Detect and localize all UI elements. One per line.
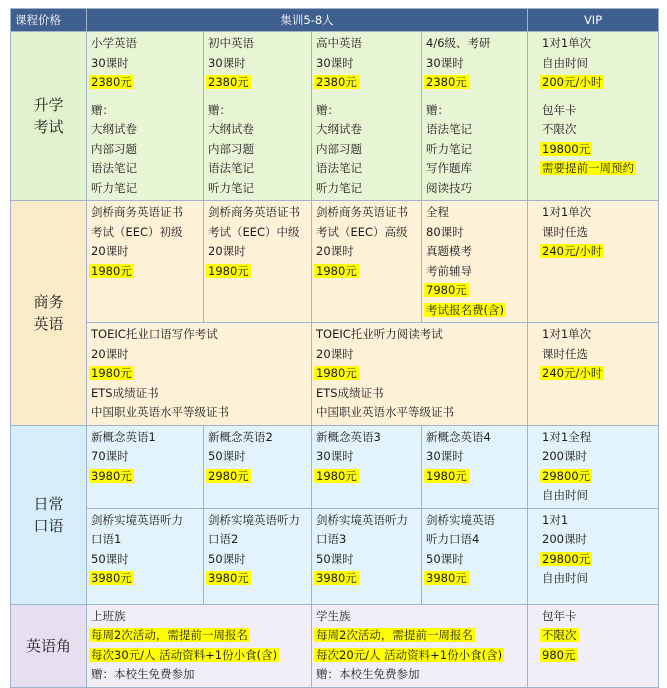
- cell-line: 考前辅导: [426, 263, 472, 278]
- course-cell: [422, 201, 528, 323]
- price-tag: [542, 467, 658, 487]
- price-tag: [91, 262, 203, 282]
- row-richang1: [11, 425, 659, 508]
- price-tag: [426, 467, 527, 487]
- price-tag: [426, 73, 527, 93]
- highlight-line-highlight: 不限次: [542, 628, 577, 642]
- cell-line: 语法笔记: [208, 161, 254, 175]
- course-cell: [312, 323, 528, 426]
- note-tag: [542, 159, 658, 179]
- cell-line: 30课时: [91, 55, 129, 70]
- cell-line: 阅读技巧: [426, 180, 472, 195]
- price-tag-highlight: 1980元: [208, 263, 249, 278]
- price-tag: [426, 281, 527, 301]
- price-tag-highlight: 2980元: [208, 468, 249, 483]
- row-richang2: [11, 508, 659, 604]
- cell-line: 课时任选: [542, 224, 589, 239]
- cell-line: 真题模考: [426, 244, 472, 258]
- cell-line: 听力笔记: [208, 180, 254, 195]
- price-tag: [542, 73, 658, 93]
- course-cell: [422, 425, 528, 508]
- highlight-line-highlight: 每次30元/人 活动资料+1份小食(含): [91, 647, 278, 662]
- price-tag-highlight: 200元/小时: [542, 75, 603, 89]
- cell-line: 上班族: [91, 608, 126, 623]
- cell-line: 剑桥商务英语证书: [208, 205, 300, 219]
- price-tag: [426, 569, 527, 589]
- price-tag-highlight: 3980元: [91, 468, 132, 483]
- price-tag-highlight: 3980元: [316, 571, 357, 585]
- cell-line: 听力笔记: [316, 180, 362, 195]
- cell-line: 20课时: [316, 346, 354, 361]
- price-tag-highlight: 1980元: [316, 263, 357, 278]
- price-tag-highlight: 29800元: [542, 468, 591, 483]
- cell-line: 考试（EEC）初级: [91, 224, 183, 239]
- course-cell: [87, 201, 204, 323]
- highlight-line: [316, 626, 527, 646]
- cell-line: 30课时: [208, 55, 246, 70]
- cell-line: 语法笔记: [426, 122, 472, 136]
- cell-line: 新概念英语3: [316, 429, 381, 444]
- cell-line: 口语2: [208, 532, 239, 546]
- cell-line: 内部习题: [208, 141, 254, 156]
- cell-line: 考试（EEC）高级: [316, 224, 408, 239]
- cell-line: 内部习题: [91, 141, 137, 156]
- category-label: 考试: [33, 118, 64, 136]
- row-toeic: [11, 323, 659, 426]
- cell-line: 考试（EEC）中级: [208, 224, 300, 239]
- row-yingyujiao: [11, 604, 659, 687]
- price-tag-highlight: 19800元: [542, 141, 591, 156]
- highlight-line-highlight: 每周2次活动，需提前一周报名: [91, 628, 248, 642]
- cell-line: 赠：: [426, 102, 449, 117]
- course-cell: [312, 425, 422, 508]
- cell-line: 自由时间: [542, 55, 589, 70]
- cell-line: 小学英语: [91, 36, 137, 50]
- price-tag: [91, 467, 203, 487]
- cell-line: 200课时: [542, 449, 587, 463]
- course-cell: [87, 425, 204, 508]
- cell-line: 1对1单次: [542, 327, 592, 341]
- cell-line: 课时任选: [542, 346, 589, 361]
- cell-line: 50课时: [316, 551, 354, 566]
- cell-line: 剑桥实境英语听力: [208, 512, 300, 527]
- cell-line: 赠：本校生免费参加: [316, 667, 420, 681]
- category-label: 口语: [33, 516, 64, 535]
- note-tag-highlight: 需要提前一周预约: [542, 161, 635, 175]
- cell-line: 包年卡: [542, 102, 577, 117]
- cell-line: 全程: [426, 205, 449, 219]
- cell-line: 听力笔记: [426, 141, 472, 156]
- cell-line: 大纲试卷: [91, 122, 137, 136]
- price-tag: [316, 262, 421, 282]
- highlight-line-highlight: 每次20元/人 活动资料+1份小食(含): [316, 647, 503, 662]
- cell-line: 高中英语: [316, 36, 362, 50]
- cell-line: 语法笔记: [91, 161, 137, 175]
- header-vip: VIP: [528, 9, 659, 32]
- vip-cell: [528, 323, 659, 426]
- price-tag: [542, 364, 658, 384]
- highlight-line-highlight: 980元: [542, 647, 576, 662]
- price-tag: [316, 364, 527, 384]
- highlight-line: [91, 646, 311, 666]
- cell-line: 赠：本校生免费参加: [91, 667, 195, 681]
- cell-line: 剑桥商务英语证书: [91, 205, 183, 219]
- price-tag-highlight: 1980元: [91, 263, 132, 278]
- vip-cell: [528, 508, 659, 604]
- vip-cell: [528, 32, 659, 201]
- course-cell: [87, 508, 204, 604]
- price-tag-highlight: 3980元: [91, 571, 132, 585]
- price-tag-highlight: 1980元: [91, 366, 132, 380]
- note-tag: [426, 301, 527, 321]
- course-cell: [204, 32, 312, 201]
- cell-line: 赠：: [208, 102, 231, 117]
- price-tag: [316, 73, 421, 93]
- category-label: 英语: [33, 314, 64, 333]
- cell-line: 30课时: [426, 55, 464, 70]
- cell-line: 自由时间: [542, 488, 589, 502]
- category-shangwu: [11, 201, 87, 426]
- header-group-training: 集训5-8人: [87, 9, 528, 32]
- cell-line: 200课时: [542, 532, 587, 546]
- category-label: 英语角: [25, 636, 71, 655]
- category-shengxue: [11, 32, 87, 201]
- cell-line: 20课时: [91, 346, 129, 361]
- cell-line: TOEIC托业口语写作考试: [91, 327, 218, 341]
- course-cell: [87, 32, 204, 201]
- cell-line: 新概念英语4: [426, 429, 491, 444]
- cell-line: 50课时: [208, 449, 246, 463]
- course-cell: [87, 323, 312, 426]
- course-cell: [312, 508, 422, 604]
- cell-line: 语法笔记: [316, 161, 362, 175]
- cell-line: 中国职业英语水平等级证书: [316, 405, 454, 419]
- course-cell: [87, 604, 312, 687]
- cell-line: 50课时: [208, 551, 246, 566]
- category-richang1: [11, 425, 87, 604]
- price-tag-highlight: 240元/小时: [542, 366, 603, 380]
- cell-line: 70课时: [91, 449, 129, 463]
- price-tag: [542, 550, 658, 570]
- cell-line: 听力口语4: [426, 532, 480, 546]
- price-tag: [91, 73, 203, 93]
- cell-line: ETS成绩证书: [91, 385, 159, 400]
- price-tag: [91, 364, 311, 384]
- cell-line: 听力笔记: [91, 180, 137, 195]
- cell-line: 中国职业英语水平等级证书: [91, 405, 229, 419]
- note-tag-highlight: 考试报名费(含): [426, 302, 504, 317]
- cell-line: 1对1单次: [542, 36, 592, 50]
- price-tag-highlight: 7980元: [426, 283, 467, 297]
- cell-line: 新概念英语1: [91, 429, 156, 444]
- highlight-line: [542, 626, 658, 646]
- course-cell: [422, 508, 528, 604]
- cell-line: 剑桥实境英语听力: [91, 512, 183, 527]
- cell-line: 包年卡: [542, 608, 577, 623]
- price-tag: [208, 73, 311, 93]
- header-row: [11, 9, 659, 32]
- cell-line: 1对1: [542, 512, 569, 527]
- price-tag: [316, 569, 421, 589]
- highlight-line-highlight: 每周2次活动，需提前一周报名: [316, 628, 473, 642]
- course-cell: [204, 508, 312, 604]
- cell-line: 20课时: [316, 244, 354, 258]
- category-yingyujiao: [11, 604, 87, 687]
- price-tag: [542, 242, 658, 262]
- vip-cell: [528, 604, 659, 687]
- highlight-line: [542, 646, 658, 666]
- cell-line: 1对1全程: [542, 429, 592, 444]
- cell-line: 自由时间: [542, 571, 589, 585]
- highlight-line: [316, 646, 527, 666]
- cell-line: 50课时: [426, 551, 464, 566]
- price-tag: [542, 140, 658, 160]
- cell-line: 剑桥实境英语听力: [316, 512, 408, 527]
- price-tag: [208, 569, 311, 589]
- price-tag-highlight: 2380元: [208, 75, 249, 89]
- cell-line: 赠：: [316, 102, 339, 117]
- header-course-price: 课程价格: [11, 9, 87, 32]
- price-tag-highlight: 3980元: [208, 571, 249, 585]
- cell-line: 剑桥商务英语证书: [316, 205, 408, 219]
- cell-line: 30课时: [316, 55, 354, 70]
- category-label: 日常: [33, 494, 64, 513]
- cell-line: 学生族: [316, 608, 351, 623]
- price-tag-highlight: 1980元: [316, 366, 357, 380]
- price-tag-highlight: 1980元: [316, 468, 357, 483]
- price-tag-highlight: 240元/小时: [542, 244, 603, 258]
- course-cell: [204, 425, 312, 508]
- cell-line: 不限次: [542, 122, 577, 136]
- course-cell: [312, 604, 528, 687]
- row-shangwu: [11, 201, 659, 323]
- cell-line: 赠：: [91, 102, 114, 117]
- course-cell: [312, 32, 422, 201]
- price-tag: [208, 467, 311, 487]
- cell-line: 50课时: [91, 551, 129, 566]
- cell-line: 写作题库: [426, 161, 472, 175]
- cell-line: TOEIC托业听力阅读考试: [316, 327, 443, 341]
- cell-line: 口语3: [316, 532, 347, 546]
- category-label: 商务: [33, 292, 64, 311]
- vip-cell: [528, 201, 659, 323]
- cell-line: 1对1单次: [542, 205, 592, 219]
- cell-line: 新概念英语2: [208, 429, 273, 444]
- price-tag-highlight: 2380元: [316, 75, 357, 89]
- price-tag-highlight: 3980元: [426, 571, 467, 585]
- price-tag-highlight: 2380元: [426, 75, 467, 89]
- price-table: [10, 8, 659, 688]
- row-shengxue: [11, 32, 659, 201]
- vip-cell: [528, 425, 659, 508]
- cell-line: 30课时: [426, 449, 464, 463]
- cell-line: ETS成绩证书: [316, 385, 384, 400]
- price-tag: [208, 262, 311, 282]
- highlight-line: [91, 626, 311, 646]
- cell-line: 30课时: [316, 449, 354, 463]
- cell-line: 大纲试卷: [316, 122, 362, 136]
- cell-line: 80课时: [426, 224, 464, 239]
- price-tag-highlight: 2380元: [91, 75, 132, 89]
- course-cell: [312, 201, 422, 323]
- cell-line: 剑桥实境英语: [426, 512, 495, 527]
- cell-line: 20课时: [208, 244, 246, 258]
- cell-line: 内部习题: [316, 141, 362, 156]
- price-tag: [316, 467, 421, 487]
- course-cell: [422, 32, 528, 201]
- cell-line: 20课时: [91, 244, 129, 258]
- cell-line: 大纲试卷: [208, 122, 254, 136]
- category-label: 升学: [33, 96, 64, 114]
- cell-line: 4/6级、考研: [426, 36, 491, 50]
- cell-line: 初中英语: [208, 36, 254, 50]
- course-cell: [204, 201, 312, 323]
- price-tag-highlight: 29800元: [542, 551, 591, 566]
- price-tag-highlight: 1980元: [426, 468, 467, 483]
- cell-line: 口语1: [91, 532, 122, 546]
- price-tag: [91, 569, 203, 589]
